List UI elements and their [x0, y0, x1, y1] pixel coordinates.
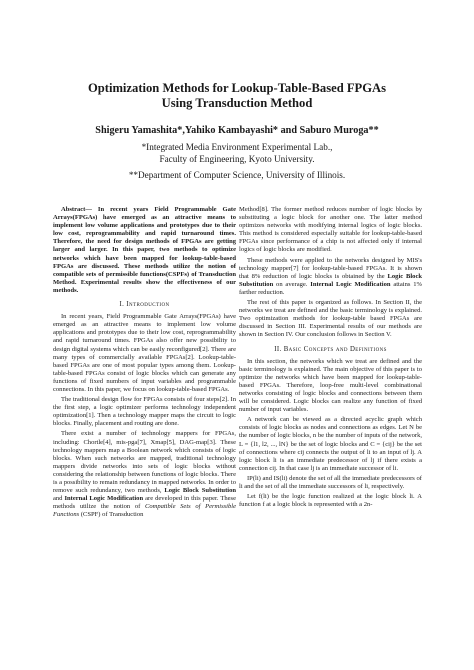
intro-p3-text-c: are developed in this paper. These methods utilize the notion of [53, 495, 236, 511]
term-logic-block-substitution-2: Logic Block Substitution [239, 272, 422, 288]
right-paragraph-2 [239, 257, 422, 297]
abstract-text: In recent years Field Programmable Gate Arrays(FPGAs) have emerged as an attractive means to implement low volume applications and prototypes due to their low cost, reprogrammability and rapid turnaround times. Therefore, the need for design methods of FPGAs are getting larger and larger. In this paper, two methods to optimize networks which have been mapped for lookup-table-based FPGAs are discussed. These methods utilize the notion of compatible sets of permissible functions(CSPFs) of Transduction Method. Experimental results show the effectiveness of our methods. [53, 206, 236, 294]
title-line-1: Optimization Methods for Lookup-Table-Based FPGAs [87, 81, 387, 95]
section-1-heading: I. Introduction [119, 301, 170, 309]
section-2-heading: II. Basic Concepts and Definitions [274, 345, 387, 353]
term-logic-block-substitution: Logic Block Substitution [164, 487, 236, 495]
right-p2-text-a: These methods were applied to the networks designed by MIS's technology mapper[7] for lookup-table-based FPGAs. It is shown that 8% reduction of logic blocks is obtained by the [239, 256, 422, 280]
intro-paragraph-1: In recent years, Field Programmable Gate Arrays(FPGAs) have emerged as an attractive means to implement low volume applications and prototypes due to their low cost, reprogrammability and rapid turnaround times. FPGAs also offer new possibility to design digital systems which can be easily reconfigured[2]. There are many types of commercially available FPGAs[2]. Lookup-table-based FPGAs are one of most popular types among them. Lookup-table-based FPGAs consist of logic blocks which can generate any functions of fixed numbers of input variables and programmable connections. In this paper, we focus on lookup-table-based FPGAs. [53, 313, 236, 393]
right-p2-text-c: attains 1% farther reduction. [239, 280, 422, 296]
affiliation-1 [40, 142, 434, 165]
abstract [53, 206, 236, 295]
intro-paragraph-3 [53, 430, 236, 519]
right-paragraph-1: Method[8]. The former method reduces number of logic blocks by substituting a logic block for another one. The latter method optimizes networks with modifying internal logics of logic blocks. This method is considered especially suitable for lookup-table-based FPGAs since performance of a chip is not affected only if internal logics of logic blocks are modified. [239, 206, 422, 254]
term-internal-logic-modification-2: Internal Logic Modification [310, 280, 391, 288]
intro-p3-text-d: (CSPF) of Transduction [79, 511, 144, 519]
title-line-2: Using Transduction Method [161, 96, 313, 110]
right-paragraph-3: The rest of this paper is organized as follows. In Section II, the networks we treat are defined and the basic terminology is explained. Two optimization methods for lookup-table based FPGAs are discussed in Section III. Experimental results of our methods are shown in Section IV. Our conclusion follows in Section V. [239, 299, 422, 339]
right-column [239, 206, 422, 511]
intro-paragraph-2: The traditional design flow for FPGAs consists of four steps[2]. In the first step, a logic optimizer performs technology independent optimization[1]. Then a technology mapper maps the circuit to logic blocks. Finally, placement and routing are done. [53, 396, 236, 428]
affiliation-1-line-2: Faculty of Engineering, Kyoto University. [159, 153, 315, 164]
section2-paragraph-1: In this section, the networks which we treat are defined and the basic terminology is explained. The main objective of this paper is to optimize the networks which have been mapped for lookup-table-based FPGAs. Therefore, loop-free multi-level combinational networks consisting of logic blocks and connections between them will be considered. Logic blocks can realize any function of fixed number of input variables. [239, 357, 422, 414]
affiliation-1-line-1: *Integrated Media Environment Experimental Lab., [141, 142, 333, 152]
section2-paragraph-2: A network can be viewed as a directed acyclic graph which consists of logic blocks as nodes and connections as edges. Let N be the number of logic blocks, n be the number of inputs of the network, L = {l1, l2, ..., lN} be the set of logic blocks and C = {cij} be the set of connections where cij connects the output of li to an input of lj. A logic block li is an immediate predecessor of lj if there exists a connection cij. In that case lj is an immediate successor of li. [239, 416, 422, 472]
paper-title [60, 81, 414, 111]
term-internal-logic-modification: Internal Logic Modification [64, 495, 144, 503]
term-cspf: Compatible Sets of Permissible Functions [53, 503, 236, 519]
intro-p3-text-b: and [53, 495, 65, 503]
affiliation-2: **Department of Computer Science, University of Illinois. [128, 170, 346, 180]
abstract-label: Abstract— [61, 206, 92, 213]
section2-paragraph-3: IP(li) and IS(li) denote the set of all the immediate predecessors of li and the set of all the immediate successors of li, respectively. [239, 474, 422, 490]
left-column [53, 206, 236, 521]
intro-p3-text-a: There exist a number of technology mappers for FPGAs, including: Chortle[4], mis-pga[7], Xmap[5], DAG-map[3]. These technology mappers map a Boolean network which consists of logic blocks. When such networks are mapped, traditional technology mappers divide networks into sets of logic blocks without considering the relationship between functions of logic blocks. There is a possibility to remain redundancy in mapped networks. In order to remove such redundancy, two methods, [53, 430, 236, 495]
section2-paragraph-4: Let f(li) be the logic function realized at the logic block li. A function f at a logic block is represented with a 2n- [239, 493, 422, 509]
right-p2-text-b: on average. [273, 280, 311, 288]
authors: Shigeru Yamashita*,Yahiko Kambayashi* and Saburo Muroga** [95, 125, 379, 136]
